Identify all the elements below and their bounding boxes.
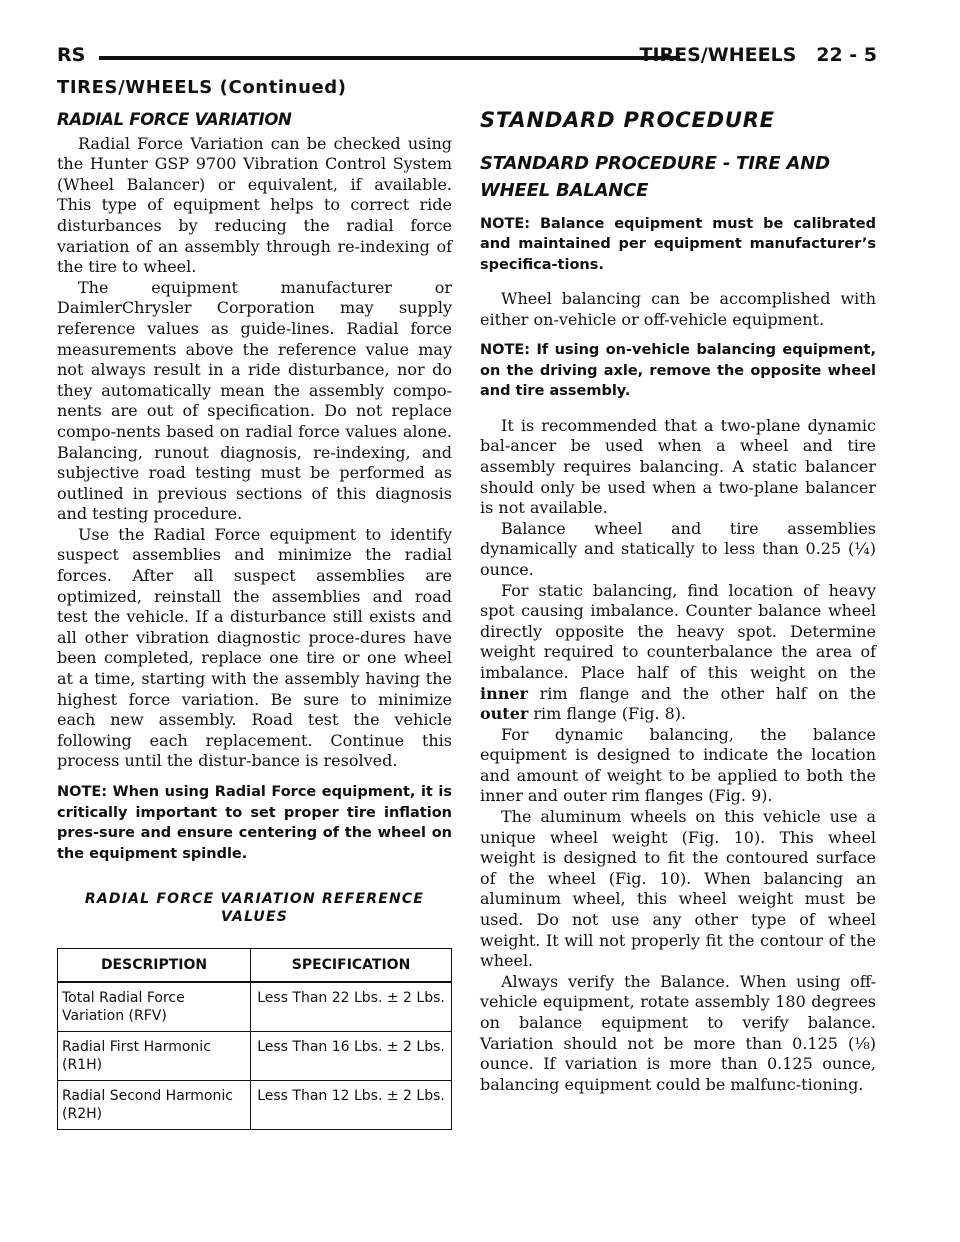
table-row bbox=[58, 1081, 452, 1130]
paragraph: The equipment manufacturer or DaimlerChrysler Corporation may supply reference values as guide-lines. Radial force measurements above the reference value may not always result in a ride disturbance, nor do they automatically mean the assembly compo-nents are out of specification. Do not replace compo-nents based on radial force values alone. Balancing, runout diagnosis, re-indexing, and subjective road testing must be performed as outlined in previous sections of this diagnosis and testing procedure. bbox=[57, 277, 452, 524]
text-run: rim flange (Fig. 8). bbox=[528, 704, 687, 724]
header-section-and-page bbox=[639, 44, 877, 66]
table-header-cell: SPECIFICATION bbox=[251, 949, 452, 983]
header-section-title: TIRES/WHEELS bbox=[639, 44, 797, 66]
table-title: RADIAL FORCE VARIATION REFERENCE VALUES bbox=[84, 891, 425, 925]
text-run: For static balancing, find location of heavy spot causing imbalance. Counter balance wheel directly opposite the heavy spot. Determine weight required to counterbalance the area of imbalance. Place half of this weight on the bbox=[480, 580, 876, 682]
header-model-code: RS bbox=[57, 44, 86, 66]
paragraph: Always verify the Balance. When using off-vehicle equipment, rotate assembly 180 degrees on balance equipment to verify balance. Variation should not be more than 0.125 (⅛) ounce. If variation is more than 0.125 ounce, balancing equipment could be malfunc-tioning. bbox=[480, 971, 876, 1094]
table-cell: Radial Second Harmonic (R2H) bbox=[58, 1081, 251, 1130]
standard-procedure-heading: STANDARD PROCEDURE bbox=[480, 108, 775, 132]
paragraph: Balance wheel and tire assemblies dynamically and statically to less than 0.25 (¼) ounce. bbox=[480, 518, 876, 579]
reference-values-table bbox=[57, 948, 452, 1130]
page-header bbox=[57, 42, 877, 72]
table-cell: Less Than 22 Lbs. ± 2 Lbs. bbox=[251, 982, 452, 1032]
bold-term-inner: inner bbox=[480, 683, 528, 703]
table-header-cell: DESCRIPTION bbox=[58, 949, 251, 983]
table-row bbox=[58, 1032, 452, 1081]
table-row bbox=[58, 982, 452, 1032]
table-cell: Radial First Harmonic (R1H) bbox=[58, 1032, 251, 1081]
paragraph: Use the Radial Force equipment to identify suspect assemblies and minimize the radial forces. After all suspect assemblies are optimized, reinstall the assemblies and road test the vehicle. If a disturbance still exists and all other vibration diagnostic proce-dures have been completed, replace one tire or one wheel at a time, starting with the assembly having the highest force variation. Be sure to minimize each new assembly. Road test the vehicle following each replacement. Continue this process until the distur-bance is resolved. bbox=[57, 524, 452, 771]
paragraph: Radial Force Variation can be checked using the Hunter GSP 9700 Vibration Control System (Wheel Balancer) or equivalent, if available. This type of equipment helps to correct ride disturbances by reducing the radial force variation of an assembly through re-indexing of the tire to wheel. bbox=[57, 133, 452, 277]
note: NOTE: Balance equipment must be calibrated and maintained per equipment manufacturer’s specifica-tions. bbox=[480, 215, 876, 273]
table-cell: Less Than 12 Lbs. ± 2 Lbs. bbox=[251, 1081, 452, 1130]
header-rule bbox=[99, 56, 680, 60]
note: NOTE: When using Radial Force equipment, it is critically important to set proper tire inflation pres-sure and ensure centering of the wheel on the equipment spindle. bbox=[57, 784, 452, 862]
paragraph bbox=[480, 581, 876, 725]
bold-term-outer: outer bbox=[480, 704, 529, 724]
table-cell: Total Radial Force Variation (RFV) bbox=[58, 982, 251, 1032]
paragraph: Wheel balancing can be accomplished with either on-vehicle or off-vehicle equipment. bbox=[480, 289, 876, 329]
note: NOTE: If using on-vehicle balancing equipment, on the driving axle, remove the opposite wheel and tire assembly. bbox=[480, 342, 876, 400]
right-column bbox=[480, 110, 876, 1095]
table-cell: Less Than 16 Lbs. ± 2 Lbs. bbox=[251, 1032, 452, 1081]
continued-title: TIRES/WHEELS (Continued) bbox=[57, 77, 347, 98]
paragraph: It is recommended that a two-plane dynamic bal-ancer be used when a wheel and tire assembly requires balancing. A static balancer should only be used when a two-plane balancer is not available. bbox=[480, 415, 876, 518]
header-page-number: 22 - 5 bbox=[816, 44, 877, 66]
paragraph: For dynamic balancing, the balance equipment is designed to indicate the location and amount of weight to be applied to both the inner and outer rim flanges (Fig. 9). bbox=[480, 724, 876, 806]
paragraph: The aluminum wheels on this vehicle use a unique wheel weight (Fig. 10). This wheel weight is designed to fit the contoured surface of the wheel (Fig. 10). When balancing an aluminum wheel, this wheel weight must be used. Do not use any other type of wheel weight. It will not properly fit the contour of the wheel. bbox=[480, 807, 876, 971]
table-header-row bbox=[58, 949, 452, 983]
radial-force-heading: RADIAL FORCE VARIATION bbox=[57, 110, 292, 129]
tire-wheel-balance-heading: STANDARD PROCEDURE - TIRE AND WHEEL BALANCE bbox=[480, 152, 830, 201]
left-column bbox=[57, 110, 452, 1130]
text-run: rim flange and the other half on the bbox=[527, 683, 876, 703]
